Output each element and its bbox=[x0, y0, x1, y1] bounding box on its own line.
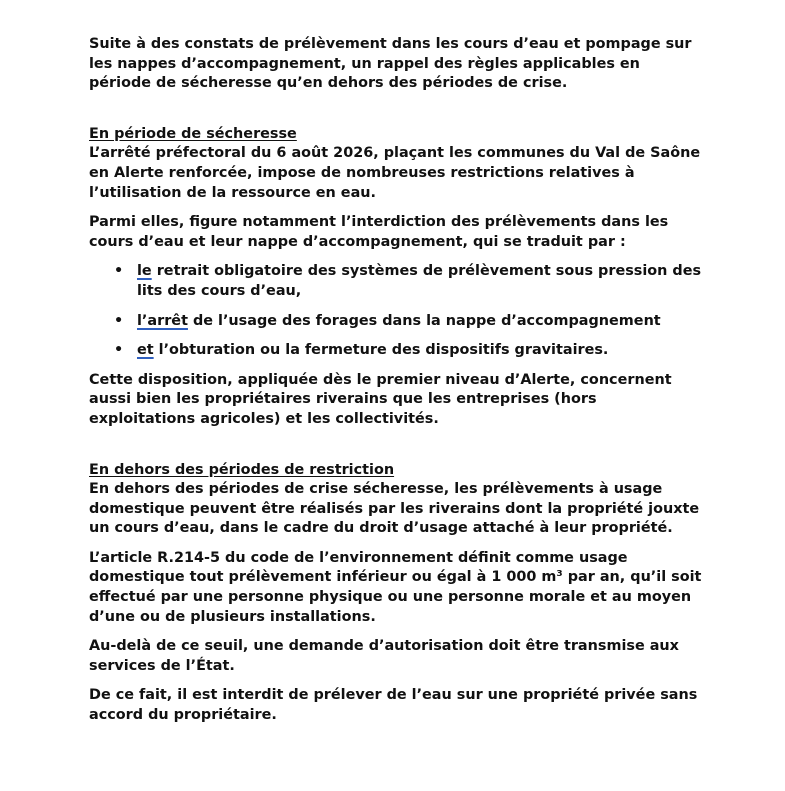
list-item bbox=[89, 341, 704, 361]
list-item bbox=[89, 312, 704, 332]
document-body bbox=[89, 35, 704, 726]
list-item-lead: le bbox=[137, 263, 152, 280]
paragraph-disposition: Cette disposition, appliquée dès le premier niveau d’Alerte, concernent aussi bien les propriétaires riverains que les entreprises (hors exploitations agricoles) et les collectivités. bbox=[89, 371, 672, 427]
bullet-icon: • bbox=[114, 312, 124, 329]
list-item-lead: l’arrêt bbox=[137, 312, 188, 329]
list-item-text: retrait obligatoire des systèmes de prélèvement sous pression des lits des cours d’eau, bbox=[137, 263, 702, 299]
list-item-text: l’obturation ou la fermeture des dispositifs gravitaires. bbox=[153, 342, 609, 359]
paragraph-seuil: Au-delà de ce seuil, une demande d’autorisation doit être transmise aux services de l’État. bbox=[89, 638, 679, 674]
paragraph-arrete: L’arrêté préfectoral du 6 août 2026, plaçant les communes du Val de Saône en Alerte renforcée, impose de nombreuses restrictions relatives à l’utilisation de la ressource en eau. bbox=[89, 145, 701, 201]
bullet-icon: • bbox=[114, 342, 124, 359]
bullet-icon: • bbox=[114, 263, 124, 280]
spacer bbox=[89, 94, 704, 125]
paragraph-article: L’article R.214-5 du code de l’environnement définit comme usage domestique tout prélèvement inférieur ou égal à 1 000 m³ par an, qu’il soit effectué par une personne physique ou une personne morale et au moyen d’une ou de plusieurs installations. bbox=[89, 549, 702, 625]
paragraph-interdit: De ce fait, il est interdit de prélever de l’eau sur une propriété privée sans accord du propriétaire. bbox=[89, 687, 698, 724]
paragraph-usage-domestique: En dehors des périodes de crise sécheresse, les prélèvements à usage domestique peuvent être réalisés par les riverains dont la propriété jouxte un cours d’eau, dans le cadre du droit d’usage attaché à leur propriété. bbox=[89, 481, 700, 537]
list-item-text: de l’usage des forages dans la nappe d’accompagnement bbox=[187, 312, 661, 329]
restriction-list bbox=[89, 262, 704, 360]
section-heading-hors-restriction: En dehors des périodes de restriction bbox=[89, 461, 395, 478]
list-item-lead: et bbox=[137, 342, 154, 359]
spacer bbox=[89, 430, 704, 461]
paragraph-interdiction: Parmi elles, figure notamment l’interdiction des prélèvements dans les cours d’eau et leur nappe d’accompagnement, qui se traduit par : bbox=[89, 214, 669, 250]
list-item bbox=[89, 262, 704, 301]
intro-paragraph: Suite à des constats de prélèvement dans les cours d’eau et pompage sur les nappes d’accompagnement, un rappel des règles applicables en période de sécheresse qu’en dehors des périodes de crise. bbox=[89, 36, 692, 92]
section-heading-secheresse: En période de sécheresse bbox=[89, 125, 297, 142]
